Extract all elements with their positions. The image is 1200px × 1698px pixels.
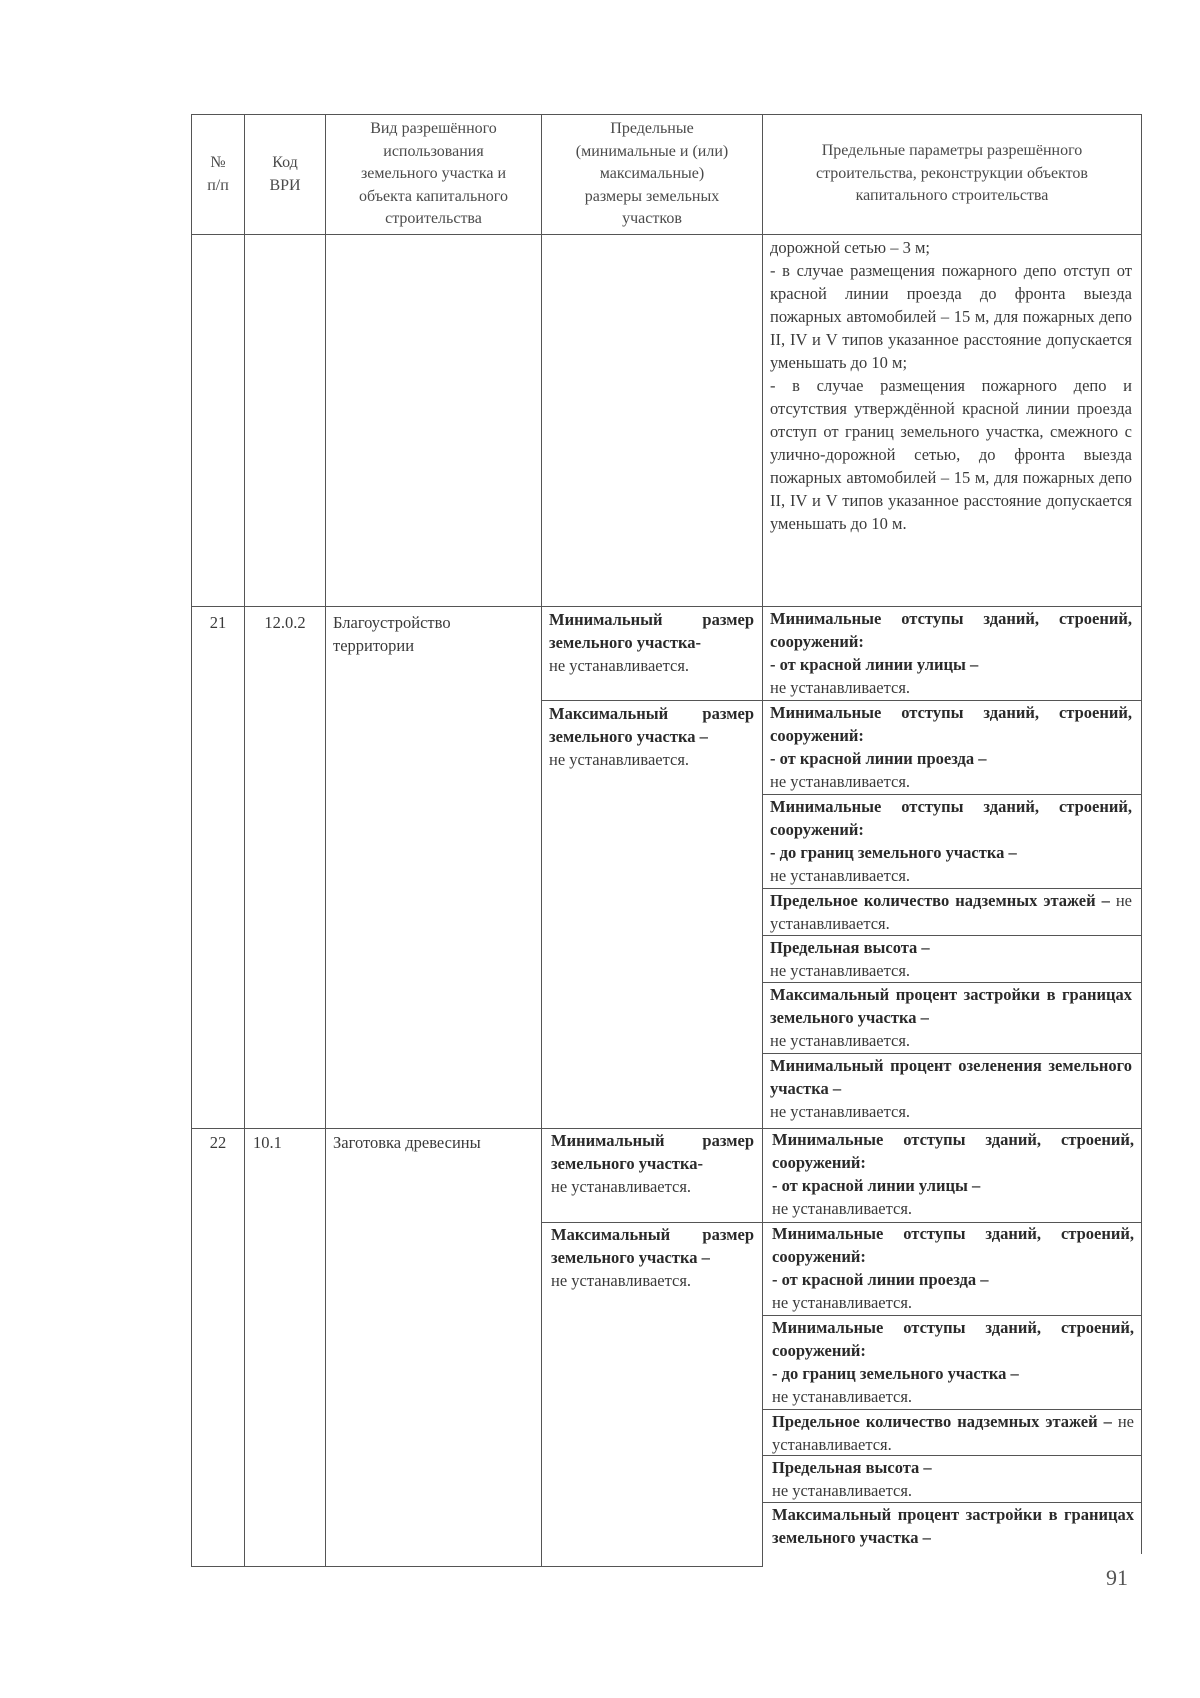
row-21-param-3 <box>770 795 1132 887</box>
continuation-paragraph: - в случае размещения пожарного депо и отсутствия утверждённой красной линии проезда отступ от границ земельного участка, смежного с улично-дорожной сетью, до фронта выезда пожарных автомобилей – 15 м, для пожарных депо II, IV и V типов указанное расстояние допускается уменьшать до 10 м. <box>770 376 1132 533</box>
continuation-text <box>770 236 1132 535</box>
header-bottom-line <box>191 234 1141 235</box>
min-size-value: не устанавливается. <box>551 1177 692 1196</box>
header-size-limits: Предельные (минимальные и (или) максимальные) размеры земельных участков <box>575 120 729 227</box>
row-22-min-size <box>551 1129 754 1198</box>
param-label: Минимальный процент озеленения земельного участка – <box>770 1056 1132 1098</box>
row-21-param-1 <box>770 607 1132 699</box>
param-label: Максимальный процент застройки в границах земельного участка – <box>770 985 1132 1027</box>
row-22-code: 10.1 <box>253 1133 282 1152</box>
param-value: не устанавливается. <box>772 1387 913 1406</box>
row-21-param-6 <box>770 983 1132 1052</box>
col-border-1 <box>244 114 245 1567</box>
min-size-value: не устанавливается. <box>549 656 690 675</box>
param-value: не устанавливается. <box>772 1199 913 1218</box>
row-22-param-6 <box>772 1503 1134 1549</box>
param-label: Минимальные отступы зданий, строений, сооружений: - от красной линии проезда – <box>770 703 1132 768</box>
param-value: не устанавливается. <box>770 866 911 885</box>
max-size-label: Максимальный размер земельного участка – <box>551 1225 754 1267</box>
continuation-line: дорожной сетью – 3 м; <box>770 238 930 257</box>
param-value: не устанавливается. <box>770 1102 911 1121</box>
param-label: Минимальные отступы зданий, строений, сооружений: - от красной линии улицы – <box>772 1130 1134 1195</box>
row-21-max-size <box>549 702 754 771</box>
param-label: Минимальные отступы зданий, строений, сооружений: - от красной линии улицы – <box>770 609 1132 674</box>
row-22-num: 22 <box>209 1133 227 1152</box>
header-params: Предельные параметры разрешённого строительства, реконструкции объектов капитального строительства <box>816 142 1088 204</box>
header-code: Код ВРИ <box>269 154 301 194</box>
row-21-num: 21 <box>209 613 227 632</box>
header-num: № п/п <box>207 154 229 194</box>
param-value: не устанавливается. <box>770 891 1132 933</box>
param-value: не устанавливается. <box>772 1412 1134 1454</box>
max-size-label: Максимальный размер земельного участка – <box>549 704 754 746</box>
row-22-name: Заготовка древесины <box>333 1133 481 1152</box>
row-21-param-5 <box>770 936 1132 982</box>
param-value: не устанавливается. <box>770 772 911 791</box>
min-size-label: Минимальный размер земельного участка- <box>551 1131 754 1173</box>
row-22-param-4 <box>772 1410 1134 1456</box>
param-value: не устанавливается. <box>772 1293 913 1312</box>
row-21-param-2 <box>770 701 1132 793</box>
header-use-type: Вид разрешённого использования земельного участка и объекта капитального строительства <box>359 120 508 227</box>
page-number: 91 <box>1106 1565 1128 1590</box>
max-size-value: не устанавливается. <box>549 750 690 769</box>
continuation-paragraph: - в случае размещения пожарного депо отступ от красной линии проезда до фронта выезда пожарных автомобилей – 15 м, для пожарных депо II, IV и V типов указанное расстояние допускается уменьшать до 10 м; <box>770 261 1132 372</box>
param-label: Предельное количество надземных этажей – <box>772 1412 1112 1431</box>
max-size-value: не устанавливается. <box>551 1271 692 1290</box>
param-label: Максимальный процент застройки в границах земельного участка – <box>772 1505 1134 1547</box>
row-21-code: 12.0.2 <box>264 613 306 632</box>
row-22-param-3 <box>772 1316 1134 1408</box>
param-value: не устанавливается. <box>770 961 911 980</box>
row-22-param-1 <box>772 1128 1134 1220</box>
col-border-left <box>191 114 192 1567</box>
param-label: Минимальные отступы зданий, строений, сооружений: - от красной линии проезда – <box>772 1224 1134 1289</box>
param-label: Предельная высота – <box>770 938 930 957</box>
row-22-max-size <box>551 1223 754 1292</box>
row-21-min-size <box>549 608 754 677</box>
min-size-label: Минимальный размер земельного участка- <box>549 610 754 652</box>
table-border-top <box>191 114 1141 115</box>
col4-sep-21 <box>541 700 762 701</box>
param-label: Минимальные отступы зданий, строений, сооружений: - до границ земельного участка – <box>772 1318 1134 1383</box>
param-label: Минимальные отступы зданий, строений, сооружений: - до границ земельного участка – <box>770 797 1132 862</box>
col-border-right <box>1141 114 1142 1554</box>
param-label: Предельная высота – <box>772 1458 932 1477</box>
param-value: не устанавливается. <box>770 678 911 697</box>
row-21-param-4 <box>770 889 1132 935</box>
row-21-name: Благоустройство территории <box>333 613 451 655</box>
param-value: не устанавливается. <box>772 1481 913 1500</box>
table-border-bottom <box>191 1566 762 1567</box>
param-label: Предельное количество надземных этажей – <box>770 891 1110 910</box>
col-border-2 <box>325 114 326 1567</box>
param-value: не устанавливается. <box>770 1031 911 1050</box>
col-border-4 <box>762 114 763 1567</box>
col-border-3 <box>541 114 542 1567</box>
row-22-param-5 <box>772 1456 1134 1502</box>
row-22-param-2 <box>772 1222 1134 1314</box>
row-21-param-7 <box>770 1054 1132 1123</box>
